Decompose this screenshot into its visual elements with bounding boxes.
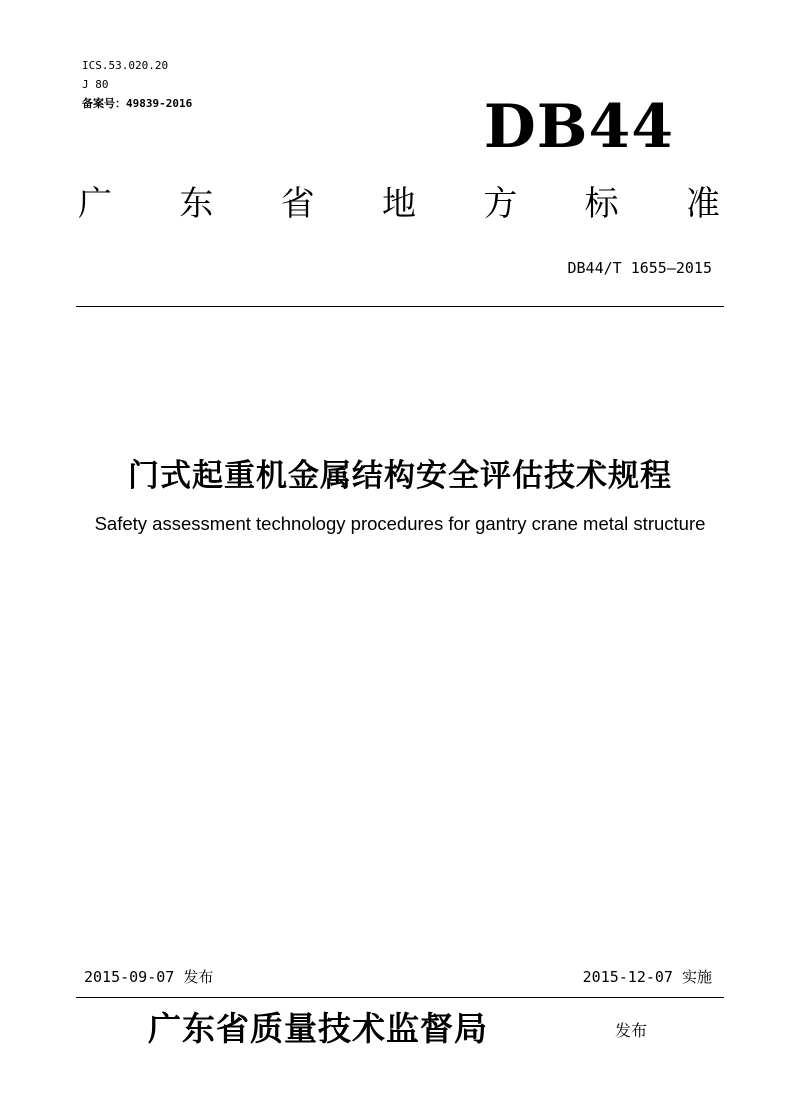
standard-number: DB44/T 1655—2015 <box>567 259 712 277</box>
issuing-authority: 广东省质量技术监督局 <box>148 1009 488 1048</box>
bottom-divider <box>76 997 724 998</box>
standard-type-heading <box>78 184 720 224</box>
implementation-date: 2015-12-07 实施 <box>582 968 712 986</box>
document-title-chinese: 门式起重机金属结构安全评估技术规程 <box>128 458 672 494</box>
top-divider <box>76 306 724 307</box>
standard-type-char: 准 <box>685 184 720 224</box>
standard-type-char: 标 <box>584 184 619 224</box>
ics-code: ICS.53.020.20 <box>82 59 169 72</box>
issuing-authority-suffix: 发布 <box>615 1021 648 1040</box>
standard-type-char: 方 <box>483 184 518 224</box>
standard-type-char: 东 <box>179 184 214 224</box>
issue-date: 2015-09-07 发布 <box>84 968 214 986</box>
standard-type-char: 省 <box>280 184 315 224</box>
standard-type-char: 地 <box>381 184 416 224</box>
document-title-english: Safety assessment technology procedures for gantry crane metal structure <box>94 513 706 534</box>
registration-number: 备案号：49839-2016 <box>82 97 193 110</box>
standard-type-char: 广 <box>78 184 112 224</box>
standard-code-mark: DB44 <box>483 92 674 162</box>
classification-code: J 80 <box>82 78 109 91</box>
